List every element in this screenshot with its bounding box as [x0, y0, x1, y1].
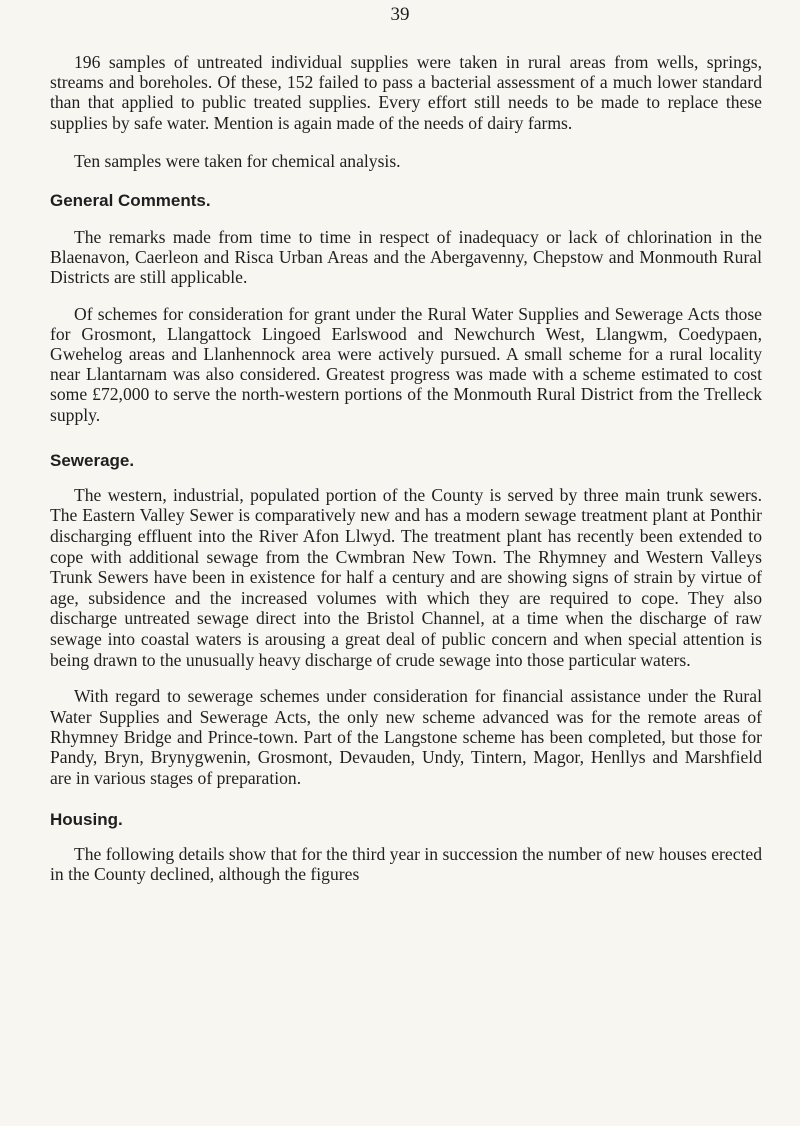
- paragraph-general-comments-2: Of schemes for consideration for grant under the Rural Water Supplies and Sewerage Acts those for Grosmont, Llangattock Lingoed Earlswood and Newchurch West, Llangwm, Coedypaen, Gwehelog areas and Llanhennock area were actively pursued. A small scheme for a rural locality near Llantarnam was also considered. Greatest progress was made with a scheme estimated to cost some £72,000 to serve the north-western portions of the Monmouth Rural District from the Trelleck supply.: [50, 303, 762, 425]
- heading-sewerage: Sewerage.: [50, 450, 135, 470]
- paragraph-rural-samples: 196 samples of untreated individual supplies were taken in rural areas from wells, springs, streams and boreholes. Of these, 152 failed to pass a bacterial assessment of a much lower standard than that applied to public treated supplies. Every effort still needs to be made to replace these supplies by safe water. Mention is again made of the needs of dairy farms.: [50, 52, 762, 133]
- heading-housing: Housing.: [50, 810, 123, 830]
- heading-general-comments: General Comments.: [50, 191, 211, 211]
- page-body: [50, 52, 762, 885]
- paragraph-sewerage-2: With regard to sewerage schemes under consideration for financial assistance under the Rural Water Supplies and Sewerage Acts, the only new scheme advanced was for the remote areas of Rhymney Bridge and Prince-town. Part of the Langstone scheme has been completed, but those for Pandy, Bryn, Brynygwenin, Grosmont, Devauden, Undy, Tintern, Magor, Henllys and Marshfield are in various stages of preparation.: [50, 686, 762, 788]
- paragraph-housing-1: The following details show that for the third year in succession the number of new houses erected in the County declined, although the figures: [50, 844, 762, 885]
- paragraph-sewerage-1: The western, industrial, populated portion of the County is served by three main trunk sewers. The Eastern Valley Sewer is comparatively new and has a modern sewage treatment plant at Ponthir discharging effluent into the River Afon Llwyd. The treatment plant has recently been extended to cope with additional sewage from the Cwmbran New Town. The Rhymney and Western Valleys Trunk Sewers have been in existence for half a century and are showing signs of strain by virtue of age, subsidence and the increased volumes with which they are required to cope. They also discharge untreated sewage direct into the Bristol Channel, at a time when the discharge of raw sewage into coastal waters is arousing a great deal of public concern and when special attention is being drawn to the unusually heavy discharge of crude sewage into those particular waters.: [50, 484, 762, 670]
- paragraph-general-comments-1: The remarks made from time to time in respect of inadequacy or lack of chlorination in the Blaenavon, Caerleon and Risca Urban Areas and the Abergavenny, Chepstow and Monmouth Rural Districts are still applicable.: [50, 227, 762, 288]
- page-number: 39: [390, 4, 410, 25]
- paragraph-chemical-analysis: Ten samples were taken for chemical analysis.: [74, 150, 401, 171]
